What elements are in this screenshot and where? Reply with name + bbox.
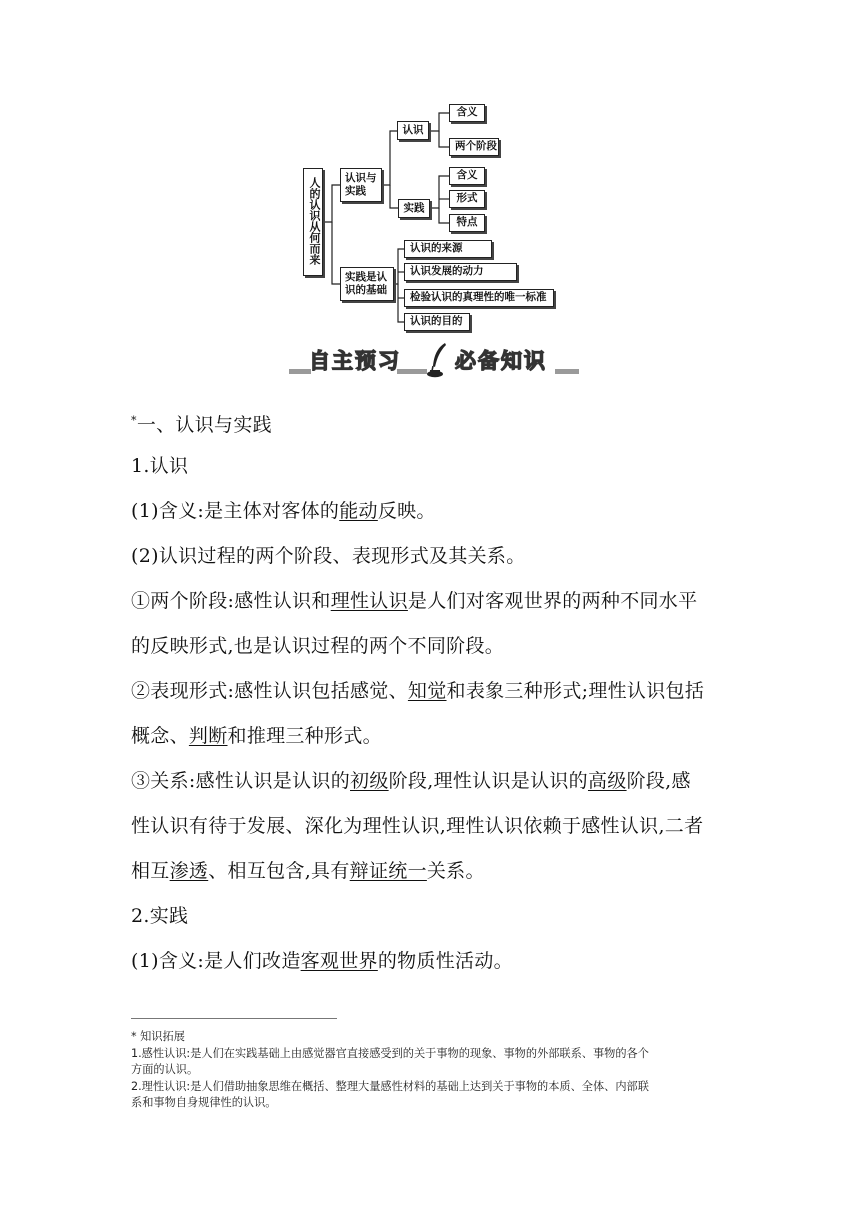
underlined-key-term: 能动 [339,500,378,522]
mind-map-leaf: 含义 [449,104,485,122]
text-run: 和推理三种形式。 [227,725,382,747]
footnote-line: 2.理性认识:是人们借助抽象思维在概括、整理大量感性材料的基础上达到关于事物的本质、全体、内部联 [131,1080,649,1093]
text-run: 的物质性活动。 [377,950,513,972]
section-heading [131,409,272,437]
mind-map-node-shijian: 实践 [398,199,430,218]
text-run: 阶段,感 [626,770,691,792]
text-run: (1)含义:是人们改造 [131,950,301,972]
node-label-line1: 认识与 [345,172,377,184]
banner-rule-left [289,369,311,374]
quill-ink-icon [425,342,451,378]
mind-map-node-renshi: 认识 [397,121,429,140]
text-run: 概念、 [131,725,189,747]
mind-map-leaf: 认识的目的 [404,313,470,331]
underlined-key-term: 理性认识 [330,590,408,612]
text-run: (1)含义:是主体对客体的 [131,500,340,522]
text-run: 关系。 [426,860,485,882]
footnote-title: * 知识拓展 [131,1030,185,1043]
footnote-divider [131,1018,337,1019]
text-run: 和表象三种形式;理性认识包括 [446,680,705,702]
underlined-key-term: 知觉 [407,680,447,702]
paragraph-forms-line2 [131,724,382,748]
underlined-key-term: 辩证统一 [349,860,427,882]
banner-rule-right [555,369,579,374]
mind-map-node-cognition-practice [340,168,382,202]
heading-renshi: 1.认识 [131,455,189,477]
mind-map-root: 人的认识从何而来 [303,168,323,276]
paragraph-practice-definition [131,949,513,973]
underlined-key-term: 渗透 [169,860,209,882]
underlined-key-term: 判断 [188,725,228,747]
text-run: ③关系:感性认识是认识的 [131,770,351,792]
paragraph-relation-line1 [131,769,691,793]
mind-map-node-practice-basis [340,267,394,301]
section-banner [289,342,579,380]
footnote-line: 方面的认识。 [131,1063,199,1076]
footnote-line: 1.感性认识:是人们在实践基础上由感觉器官直接感受到的关于事物的现象、事物的外部联系、事物的各个 [131,1047,649,1060]
banner-rule-mid [397,369,427,374]
footnote-marker: * [131,414,137,427]
section-title: 一、认识与实践 [136,414,272,436]
paragraph-relation-line3 [131,859,485,883]
heading-shijian: 2.实践 [131,905,189,927]
paragraph-stages-intro: (2)认识过程的两个阶段、表现形式及其关系。 [131,545,526,567]
mind-map-leaf: 认识发展的动力 [404,263,517,281]
mind-map-leaf: 含义 [449,167,485,185]
paragraph-two-stages-line1 [131,589,697,613]
text-run: ①两个阶段:感性认识和 [131,590,331,612]
paragraph-two-stages-line2: 的反映形式,也是认识过程的两个不同阶段。 [131,635,505,657]
paragraph-definition [131,499,436,523]
mind-map-leaf: 两个阶段 [449,138,499,156]
underlined-key-term: 初级 [350,770,389,792]
mind-map-leaf: 特点 [449,214,485,232]
text-run: 阶段,理性认识是认识的 [388,770,588,792]
node-label-line2: 识的基础 [345,284,387,296]
concept-mind-map [0,0,860,340]
node-label-line1: 实践是认 [345,271,387,283]
footnote-line: 系和事物自身规律性的认识。 [131,1096,277,1109]
text-run: 、相互包含,具有 [208,860,350,882]
banner-title-left: 自主预习 [309,349,401,373]
underlined-key-term: 高级 [587,770,627,792]
text-run: 是人们对客观世界的两种不同水平 [407,590,698,612]
paragraph-forms-line1 [131,679,704,703]
paragraph-relation-line2: 性认识有待于发展、深化为理性认识,理性认识依赖于感性认识,二者 [131,815,704,837]
mind-map-leaf: 形式 [449,190,485,208]
text-run: 相互 [131,860,170,882]
banner-title-right: 必备知识 [455,349,547,373]
text-run: 反映。 [377,500,436,522]
mind-map-leaf: 认识的来源 [404,240,492,258]
mind-map-leaf: 检验认识的真理性的唯一标准 [404,289,554,307]
underlined-key-term: 客观世界 [300,950,378,972]
node-label-line2: 实践 [345,185,366,197]
text-run: ②表现形式:感性认识包括感觉、 [131,680,408,702]
